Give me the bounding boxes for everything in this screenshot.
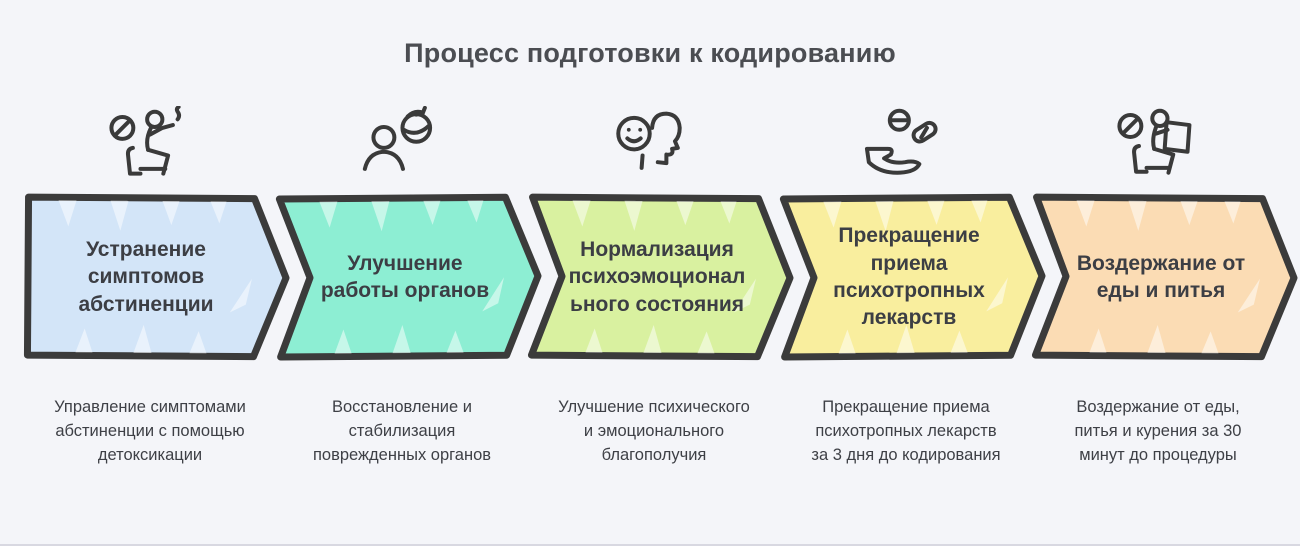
step-label: Устранение симптомов абстиненции — [78, 238, 214, 316]
step-column-5 — [1032, 100, 1284, 468]
head-smiley-icon — [528, 100, 780, 192]
step-chevron-2 — [276, 192, 528, 362]
step-chevron-4 — [780, 192, 1032, 362]
person-recovery-icon — [276, 100, 528, 192]
step-label: Воздержание от еды и питья — [1076, 251, 1246, 302]
step-description: Восстановление и стабилизация поврежденных органов — [312, 398, 492, 464]
step-chevron-1 — [24, 192, 276, 362]
step-label: Улучшение работы органов — [320, 251, 490, 302]
step-label: Нормализация психоэмоционального состояния — [568, 238, 746, 316]
step-chevron-5 — [1032, 192, 1284, 362]
step-description: Управление симптомами абстиненции с помощью детоксикации — [54, 398, 246, 464]
step-column-2 — [276, 100, 528, 468]
no-smoking-seated-person-icon — [24, 100, 276, 192]
step-description: Воздержание от еды, питья и курения за 30 минут до процедуры — [1074, 398, 1242, 464]
step-column-3 — [528, 100, 780, 468]
step-column-4 — [780, 100, 1032, 468]
page-title: Процесс подготовки к кодированию — [404, 38, 896, 68]
step-chevron-3 — [528, 192, 780, 362]
step-label: Прекращение приема психотропных лекарств — [833, 224, 985, 330]
step-description: Улучшение психического и эмоционального благополучия — [558, 398, 750, 464]
hand-offering-pills-icon — [780, 100, 1032, 192]
step-column-1 — [24, 100, 276, 468]
no-food-drink-seated-person-icon — [1032, 100, 1284, 192]
step-description: Прекращение приема психотропных лекарств за 3 дня до кодирования — [811, 398, 1001, 464]
